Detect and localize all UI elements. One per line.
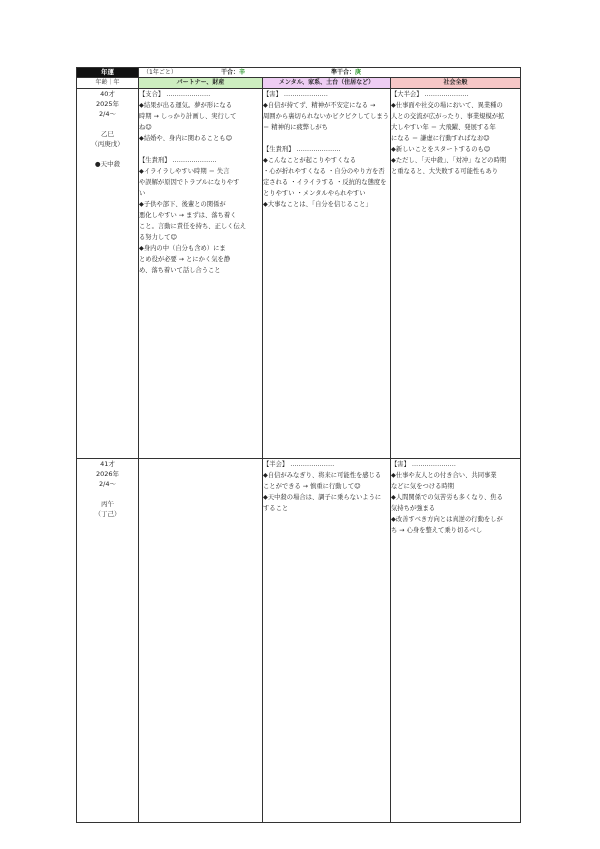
year: 2026年: [95, 470, 120, 478]
text-line: になる ＝ 謙虚に行動すればなお☺: [391, 135, 490, 142]
start-date: 2/4〜: [99, 110, 116, 118]
text-line: め、落ち着いて話し合うこと: [139, 267, 221, 274]
partner-cell: [139, 459, 263, 823]
kangou-value: 辛: [239, 69, 246, 76]
text-line: ◆イライラしやすい時期 ＝ 失言: [139, 168, 230, 175]
text-line: 【生貴刑】 …………………: [263, 146, 341, 153]
kangou-label: 干合：: [221, 69, 240, 76]
kanshi: 丙午: [101, 500, 114, 508]
blank-line: [139, 144, 262, 155]
text-line: ◆身内の中（自分も含め）にま: [139, 245, 226, 252]
text-line: ◆結果が出る運気。夢が形になる: [139, 102, 232, 109]
jun-kangou-label: 準干合：: [331, 69, 356, 76]
text-line: 人との交流が広がったり、事業規模が拡: [391, 113, 505, 120]
year-row-2025: [77, 89, 521, 459]
text-line: ◆改善すべき方向とは真逆の行動をしが: [391, 516, 503, 523]
yearly-fortune-label: 年運: [77, 68, 139, 78]
kanshi-hidden-stems: （丙庚戊）: [91, 140, 124, 148]
text-line: ◆仕事や友人との付き合い、共同事業: [391, 472, 497, 479]
text-line: ◆天中殺の場合は、調子に乗らないように: [263, 494, 382, 501]
title-row: [77, 68, 521, 78]
yearly-fortune-table: [76, 67, 521, 823]
text-line: る努力して☺: [139, 234, 178, 241]
text-line: ◆人間関係での気苦労も多くなり、焦る: [391, 494, 503, 501]
text-line: や誤解が原因でトラブルになりやす: [139, 179, 240, 186]
text-line: 【大半会】 …………………: [391, 91, 469, 98]
text-line: ◆新しいことをスタートするのも☺: [391, 146, 491, 153]
text-line: ◆子供や部下、後輩との関係が: [139, 201, 226, 208]
kanshi: 乙巳: [101, 130, 114, 138]
text-line: 悪化しやすい → まずは、落ち着く: [139, 212, 237, 219]
text-line: こと。言動に責任を持ち、正しく伝え: [139, 223, 247, 230]
text-line: 大しやすい年 ＝ 大飛躍、発展する年: [391, 124, 496, 131]
text-line: ◆こんなことが起こりやすくなる: [263, 157, 356, 164]
text-line: 時期 → しっかり計画し、実行して: [139, 113, 237, 120]
col-header-mental: メンタル、家系、土台（住居など）: [263, 78, 391, 89]
tenchusatsu-note: ●天中殺: [94, 160, 121, 168]
kanshi-hidden-stems: （丁己）: [94, 510, 121, 518]
text-line: ◆結婚や、身内に関わることも☺: [139, 135, 233, 142]
text-line: 【半会】 …………………: [263, 461, 335, 468]
jun-kangou-value: 庚: [355, 69, 362, 76]
kangou: [221, 68, 245, 77]
mental-cell: [263, 89, 391, 459]
jun-kangou: [331, 68, 361, 77]
society-cell: [391, 89, 521, 459]
age: 40才: [100, 90, 115, 98]
text-line: 気持ちが強まる: [391, 505, 436, 512]
text-line: 【生貴刑】 …………………: [139, 157, 217, 164]
text-line: などに気をつける時期: [391, 483, 454, 490]
partner-cell: [139, 89, 263, 459]
col-header-age: 年齢｜年: [77, 78, 139, 89]
col-header-society: 社会全般: [391, 78, 521, 89]
age-cell: [77, 89, 139, 459]
text-line: ね☺: [139, 124, 152, 131]
text-line: ◆大事なことは、「自分を信じること」: [263, 201, 372, 208]
text-line: ＝ 精神的に疲弊しがち: [263, 124, 328, 131]
text-line: すること: [263, 505, 289, 512]
society-cell: [391, 459, 521, 823]
text-line: ◆仕事面や社交の場において、異業種の: [391, 102, 503, 109]
text-line: 周囲から裏切られないかビクビクしてしまう: [263, 113, 389, 120]
text-line: 【害】 …………………: [263, 91, 328, 98]
text-line: と重なると、大失敗する可能性もあり: [391, 168, 499, 175]
year: 2025年: [95, 100, 120, 108]
text-line: ◆自信がみなぎり、将来に可能性を感じる: [263, 472, 382, 479]
text-line: ◆ただし、「天中殺」、「対冲」などの時期: [391, 157, 507, 164]
text-line: ◆自信が持てず、精神が不安定になる →: [263, 102, 376, 109]
start-date: 2/4〜: [99, 480, 116, 488]
text-line: 【害】 …………………: [391, 461, 456, 468]
kangou-bar: [139, 68, 521, 78]
age-cell: [77, 459, 139, 823]
age: 41才: [100, 460, 115, 468]
text-line: ・心が折れやすくなる ・自分のやり方を否: [263, 168, 385, 175]
blank-line: [263, 133, 390, 144]
text-line: 【支合】 …………………: [139, 91, 211, 98]
text-line: ち → 心身を整えて乗り切るべし: [391, 527, 483, 534]
mental-cell: [263, 459, 391, 823]
text-line: い: [139, 190, 146, 197]
column-header-row: [77, 78, 521, 89]
text-line: 定される ・イライラする ・反抗的な態度を: [263, 179, 387, 186]
period-note: （1年ごと）: [143, 69, 177, 76]
col-header-partner: パートナー、財産: [139, 78, 263, 89]
text-line: とめ役が必要 → とにかく気を静: [139, 256, 231, 263]
year-row-2026: [77, 459, 521, 823]
text-line: ことができる → 慎重に行動して☺: [263, 483, 361, 490]
text-line: とりやすい ・メンタルやられやすい: [263, 190, 366, 197]
